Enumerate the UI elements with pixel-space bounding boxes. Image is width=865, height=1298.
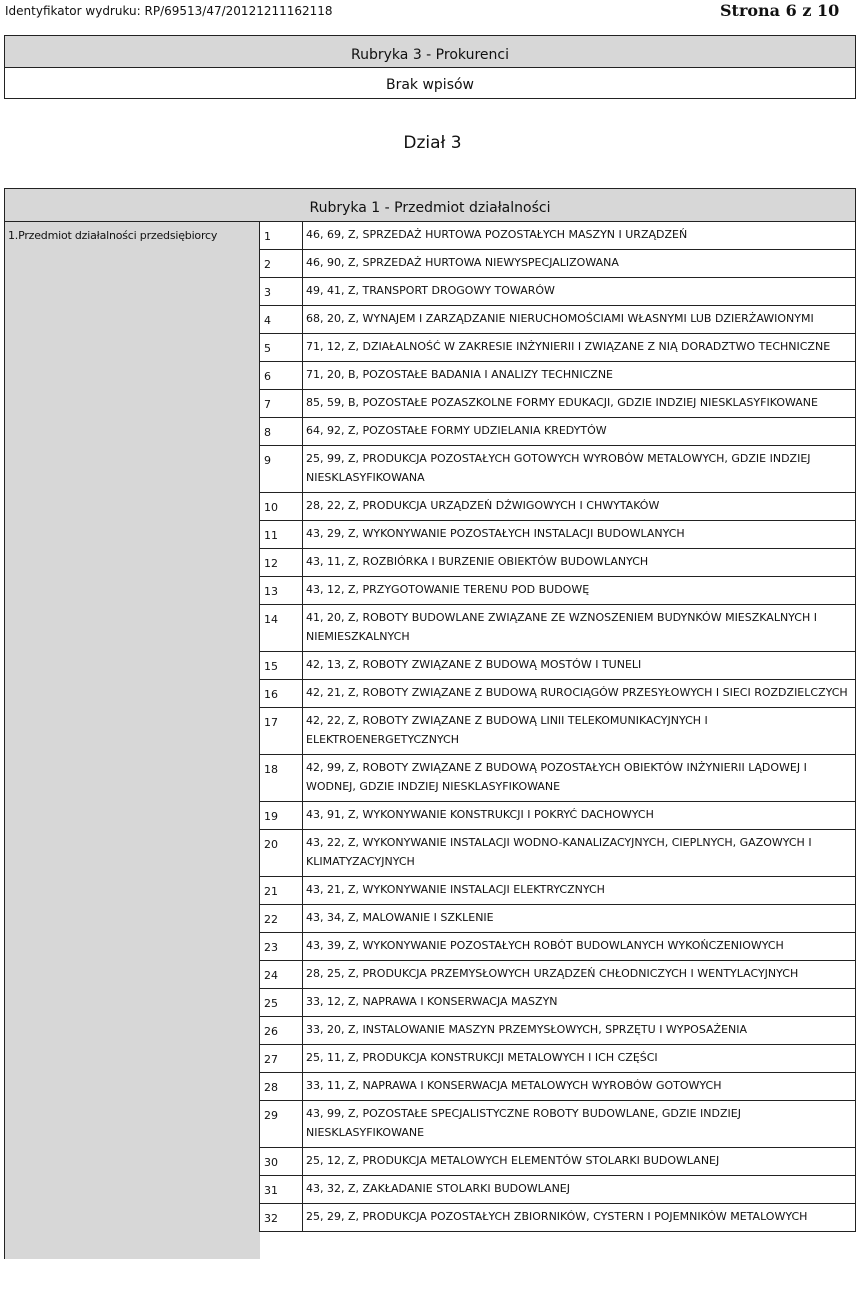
table-row [260,755,856,802]
table-row [260,933,856,961]
item-description: 41, 20, Z, ROBOTY BUDOWLANE ZWIĄZANE ZE WZNOSZENIEM BUDYNKÓW MIESZKALNYCH I NIEMIESZKALNYCH [303,605,856,652]
page-number: Strona 6 z 10 [720,1,840,20]
item-description: 42, 21, Z, ROBOTY ZWIĄZANE Z BUDOWĄ RUROCIĄGÓW PRZESYŁOWYCH I SIECI ROZDZIELCZYCH [303,680,856,708]
table-row [260,222,856,250]
table-row [260,1045,856,1073]
table-row [260,278,856,306]
item-number: 19 [260,802,303,830]
table-row [260,1204,856,1232]
table-row [260,605,856,652]
field-label: 1.Przedmiot działalności przedsiębiorcy [8,229,218,242]
table-row [260,390,856,418]
item-number: 17 [260,708,303,755]
table-row [260,418,856,446]
item-number: 24 [260,961,303,989]
item-description: 25, 99, Z, PRODUKCJA POZOSTAŁYCH GOTOWYCH WYROBÓW METALOWYCH, GDZIE INDZIEJ NIESKLASYFIKOWANA [303,446,856,493]
table-row [260,1017,856,1045]
item-number: 4 [260,306,303,334]
item-number: 16 [260,680,303,708]
item-number: 21 [260,877,303,905]
item-number: 29 [260,1101,303,1148]
table-row [260,708,856,755]
item-description: 46, 69, Z, SPRZEDAŻ HURTOWA POZOSTAŁYCH MASZYN I URZĄDZEŃ [303,222,856,250]
table-row [260,961,856,989]
item-number: 14 [260,605,303,652]
table-row [260,1101,856,1148]
item-description: 43, 11, Z, ROZBIÓRKA I BURZENIE OBIEKTÓW BUDOWLANYCH [303,549,856,577]
item-description: 46, 90, Z, SPRZEDAŻ HURTOWA NIEWYSPECJALIZOWANA [303,250,856,278]
item-description: 25, 12, Z, PRODUKCJA METALOWYCH ELEMENTÓW STOLARKI BUDOWLANEJ [303,1148,856,1176]
item-number: 31 [260,1176,303,1204]
item-description: 68, 20, Z, WYNAJEM I ZARZĄDZANIE NIERUCHOMOŚCIAMI WŁASNYMI LUB DZIERŻAWIONYMI [303,306,856,334]
item-description: 25, 29, Z, PRODUKCJA POZOSTAŁYCH ZBIORNIKÓW, CYSTERN I POJEMNIKÓW METALOWYCH [303,1204,856,1232]
table-row [260,652,856,680]
table-row [260,1073,856,1101]
item-number: 13 [260,577,303,605]
table-row [260,830,856,877]
item-description: 43, 99, Z, POZOSTAŁE SPECJALISTYCZNE ROBOTY BUDOWLANE, GDZIE INDZIEJ NIESKLASYFIKOWANE [303,1101,856,1148]
item-number: 8 [260,418,303,446]
item-description: 43, 34, Z, MALOWANIE I SZKLENIE [303,905,856,933]
item-number: 10 [260,493,303,521]
item-description: 33, 11, Z, NAPRAWA I KONSERWACJA METALOWYCH WYROBÓW GOTOWYCH [303,1073,856,1101]
item-description: 42, 13, Z, ROBOTY ZWIĄZANE Z BUDOWĄ MOSTÓW I TUNELI [303,652,856,680]
item-number: 6 [260,362,303,390]
item-description: 43, 91, Z, WYKONYWANIE KONSTRUKCJI I POKRYĆ DACHOWYCH [303,802,856,830]
item-number: 23 [260,933,303,961]
rubryka-przedmiot [4,188,856,1259]
item-number: 5 [260,334,303,362]
item-description: 42, 99, Z, ROBOTY ZWIĄZANE Z BUDOWĄ POZOSTAŁYCH OBIEKTÓW INŻYNIERII LĄDOWEJ I WODNEJ, GDZIE INDZIEJ NIESKLASYFIKOWANE [303,755,856,802]
table-row [260,250,856,278]
item-description: 42, 22, Z, ROBOTY ZWIĄZANE Z BUDOWĄ LINII TELEKOMUNIKACYJNYCH I ELEKTROENERGETYCZNYCH [303,708,856,755]
item-description: 64, 92, Z, POZOSTAŁE FORMY UDZIELANIA KREDYTÓW [303,418,856,446]
item-number: 15 [260,652,303,680]
item-number: 3 [260,278,303,306]
table-row [260,493,856,521]
table-row [260,521,856,549]
table-row [260,306,856,334]
item-description: 43, 29, Z, WYKONYWANIE POZOSTAŁYCH INSTALACJI BUDOWLANYCH [303,521,856,549]
item-description: 43, 12, Z, PRZYGOTOWANIE TERENU POD BUDOWĘ [303,577,856,605]
item-description: 49, 41, Z, TRANSPORT DROGOWY TOWARÓW [303,278,856,306]
item-description: 85, 59, B, POZOSTAŁE POZASZKOLNE FORMY EDUKACJI, GDZIE INDZIEJ NIESKLASYFIKOWANE [303,390,856,418]
item-number: 7 [260,390,303,418]
item-description: 71, 12, Z, DZIAŁALNOŚĆ W ZAKRESIE INŻYNIERII I ZWIĄZANE Z NIĄ DORADZTWO TECHNICZNE [303,334,856,362]
item-description: 43, 21, Z, WYKONYWANIE INSTALACJI ELEKTRYCZNYCH [303,877,856,905]
table-row [260,905,856,933]
item-description: 43, 22, Z, WYKONYWANIE INSTALACJI WODNO-KANALIZACYJNYCH, CIEPLNYCH, GAZOWYCH I KLIMATYZACYJNYCH [303,830,856,877]
section-title: Dział 3 [403,133,462,153]
item-number: 30 [260,1148,303,1176]
rubryka-przedmiot-body [4,221,856,1259]
item-number: 1 [260,222,303,250]
item-number: 2 [260,250,303,278]
table-row [260,802,856,830]
item-number: 25 [260,989,303,1017]
item-number: 20 [260,830,303,877]
item-number: 22 [260,905,303,933]
item-number: 28 [260,1073,303,1101]
item-description: 43, 32, Z, ZAKŁADANIE STOLARKI BUDOWLANEJ [303,1176,856,1204]
table-row [260,877,856,905]
table-row [260,362,856,390]
item-number: 26 [260,1017,303,1045]
page-header [0,0,865,30]
rubryka-prokurenci [4,35,856,99]
table-row [260,446,856,493]
item-description: 71, 20, B, POZOSTAŁE BADANIA I ANALIZY TECHNICZNE [303,362,856,390]
table-row [260,1148,856,1176]
item-description: 25, 11, Z, PRODUKCJA KONSTRUKCJI METALOWYCH I ICH CZĘŚCI [303,1045,856,1073]
item-number: 27 [260,1045,303,1073]
table-row [260,680,856,708]
rubryka-przedmiot-title: Rubryka 1 - Przedmiot działalności [4,188,856,221]
table-row [260,549,856,577]
table-row [260,1176,856,1204]
field-label-cell [4,221,260,1259]
item-number: 11 [260,521,303,549]
item-number: 32 [260,1204,303,1232]
table-row [260,334,856,362]
item-description: 28, 25, Z, PRODUKCJA PRZEMYSŁOWYCH URZĄDZEŃ CHŁODNICZYCH I WENTYLACYJNYCH [303,961,856,989]
print-identifier: Identyfikator wydruku: RP/69513/47/20121211162118 [5,4,333,18]
table-row [260,989,856,1017]
item-number: 9 [260,446,303,493]
rubryka-prokurenci-value: Brak wpisów [385,77,475,93]
table-row [260,577,856,605]
activity-table [259,221,856,1232]
item-number: 18 [260,755,303,802]
item-number: 12 [260,549,303,577]
item-description: 33, 12, Z, NAPRAWA I KONSERWACJA MASZYN [303,989,856,1017]
item-description: 33, 20, Z, INSTALOWANIE MASZYN PRZEMYSŁOWYCH, SPRZĘTU I WYPOSAŻENIA [303,1017,856,1045]
item-description: 28, 22, Z, PRODUKCJA URZĄDZEŃ DŹWIGOWYCH I CHWYTAKÓW [303,493,856,521]
item-description: 43, 39, Z, WYKONYWANIE POZOSTAŁYCH ROBÓT BUDOWLANYCH WYKOŃCZENIOWYCH [303,933,856,961]
rubryka-prokurenci-title: Rubryka 3 - Prokurenci [5,36,855,68]
